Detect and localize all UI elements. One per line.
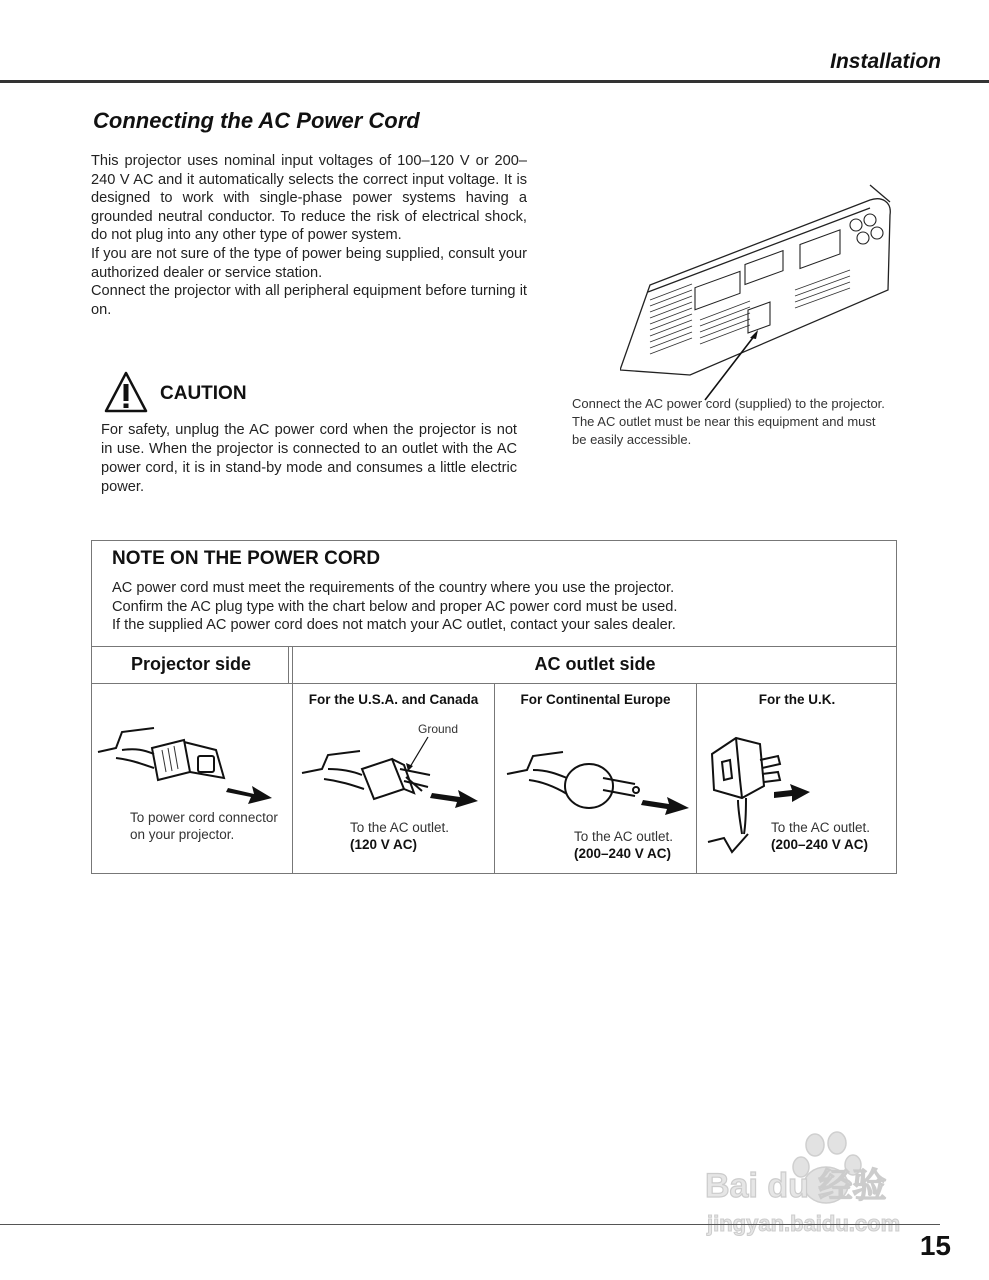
us-plug-icon (300, 735, 495, 810)
figure-caption-line: Connect the AC power cord (supplied) to the projector. (572, 396, 885, 411)
note-title: NOTE ON THE POWER CORD (112, 548, 381, 569)
figure-caption (572, 395, 892, 449)
projector-side-header: Projector side (130, 654, 252, 674)
page-title: Connecting the AC Power Cord (93, 108, 420, 133)
header-rule (0, 80, 989, 83)
usa-voltage: (120 V AC) (350, 837, 418, 852)
body-text (91, 152, 527, 319)
ground-label: Ground (418, 722, 459, 736)
caution-title: CAUTION (160, 383, 247, 404)
projector-illustration (620, 180, 910, 405)
section-label: Installation (830, 50, 941, 73)
figure-caption-line: The AC outlet must be near this equipment and must be easily accessible. (572, 414, 876, 447)
table-divider (696, 683, 697, 874)
table-rule (91, 646, 897, 647)
usa-caption (350, 819, 490, 853)
uk-caption-text: To the AC outlet. (771, 820, 871, 835)
note-line: Confirm the AC plug type with the chart below and proper AC power cord must be used. (112, 598, 678, 615)
usa-caption-text: To the AC outlet. (350, 820, 450, 835)
watermark-brand: Bai du 经验 (705, 1167, 887, 1205)
body-paragraph: Connect the projector with all peripheral equipment before turning it on. (91, 283, 527, 318)
uk-voltage: (200–240 V AC) (771, 837, 869, 852)
note-text (112, 579, 872, 635)
table-divider (292, 646, 293, 874)
projector-side-caption: To power cord connector on your projector. (130, 810, 278, 842)
baidu-watermark (705, 1125, 930, 1245)
body-paragraph: If you are not sure of the type of power being supplied, consult your authorized dealer or service station. (91, 245, 527, 281)
warning-triangle-icon (103, 370, 149, 414)
europe-caption-text: To the AC outlet. (574, 829, 674, 844)
outlet-side-header: AC outlet side (534, 654, 656, 674)
eu-plug-icon (505, 740, 695, 820)
note-line: If the supplied AC power cord does not match your AC outlet, contact your sales dealer. (112, 617, 676, 634)
watermark-url: jingyan.baidu.com (707, 1211, 901, 1236)
iec-connector-icon (96, 720, 276, 810)
region-uk: For the U.K. (758, 692, 836, 707)
uk-caption (771, 819, 891, 853)
europe-caption (574, 828, 694, 862)
body-paragraph: This projector uses nominal input voltages of 100–120 V or 200–240 V AC and it automatically selects the correct input voltage. It is designed to work with single-phase power systems having a grounded neutral conductor. To reduce the risk of electrical shock, do not plug into any other type of power system. (91, 153, 527, 244)
region-continental-europe: For Continental Europe (520, 692, 671, 707)
region-usa-canada: For the U.S.A. and Canada (308, 692, 479, 707)
europe-voltage: (200–240 V AC) (574, 846, 672, 861)
note-line: AC power cord must meet the requirements of the country where you use the projector. (112, 580, 675, 596)
caution-text: For safety, unplug the AC power cord when the projector is not in use. When the projector is connected to an outlet with the AC power cord, it is in stand-by mode and consumes a little electric power. (101, 422, 517, 495)
footer-rule (0, 1224, 940, 1225)
page-number: 15 (919, 1230, 951, 1261)
